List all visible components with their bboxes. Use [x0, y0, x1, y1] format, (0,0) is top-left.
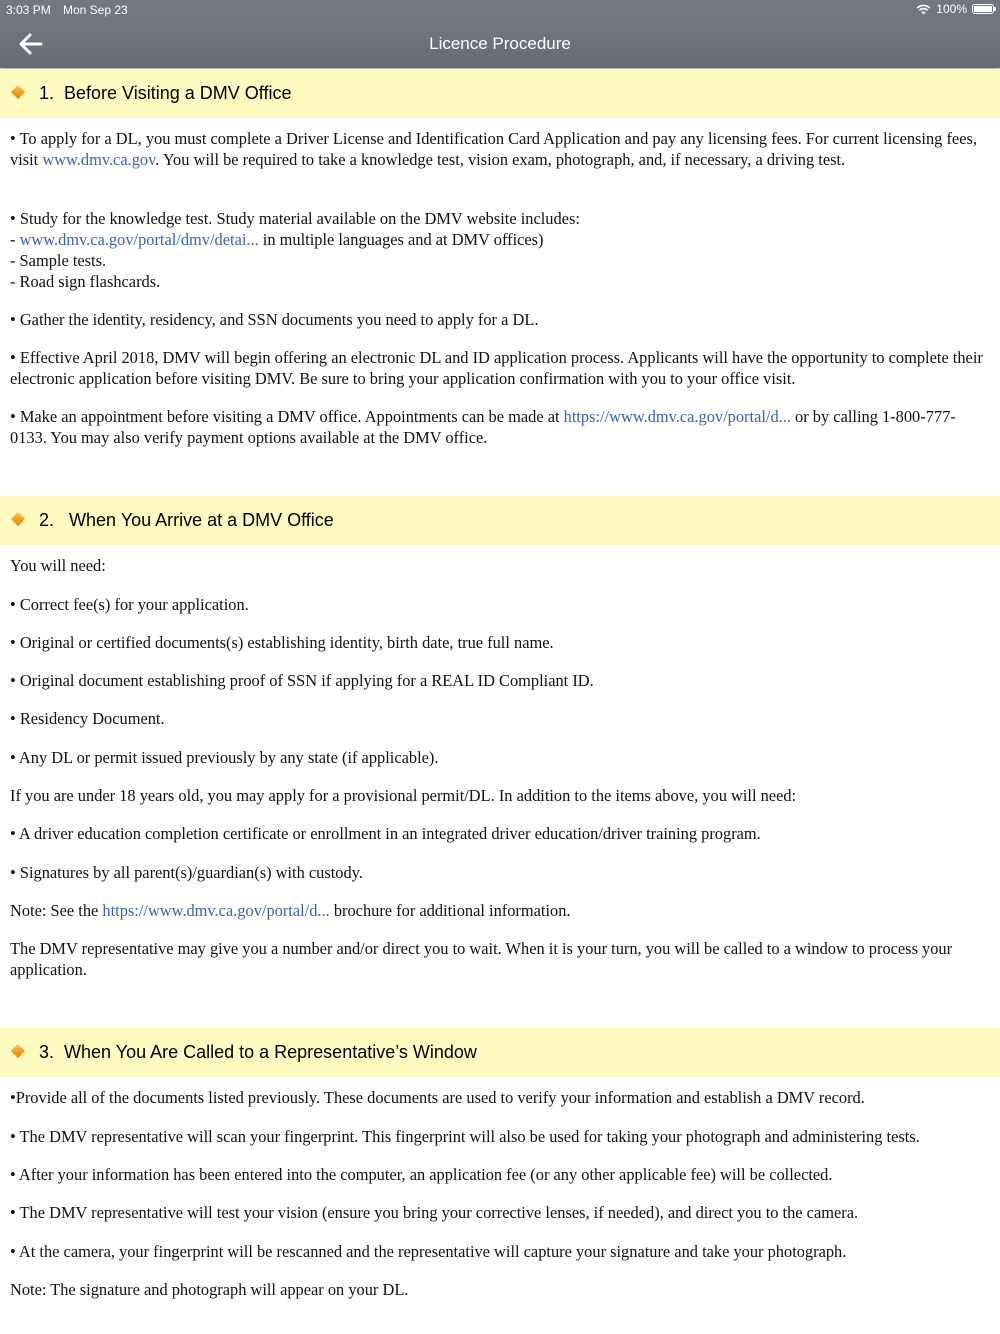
paragraph-driver-education: • A driver education completion certificate or enrollment in an integrated driver education/driver training program. — [10, 824, 761, 843]
study-line-flashcards: - Road sign flashcards. — [10, 272, 161, 291]
navigation-bar — [0, 20, 1000, 68]
diamond-bullet-icon — [11, 1044, 25, 1058]
battery-percent: 100% — [936, 2, 967, 16]
paragraph-residency: • Residency Document. — [10, 709, 165, 728]
text: - — [10, 230, 20, 249]
link-dmv-ca-gov[interactable]: www.dmv.ca.gov — [42, 150, 156, 169]
paragraph-camera: • At the camera, your fingerprint will be rescanned and the representative will capture your signature and take your photograph. — [10, 1242, 847, 1261]
text: Note: See the — [10, 901, 103, 920]
text: brochure for additional information. — [329, 901, 571, 920]
paragraph-vision-test: • The DMV representative will test your vision (ensure you bring your corrective lenses, if needed), and direct you to the camera. — [10, 1203, 859, 1222]
paragraph-signatures: • Signatures by all parent(s)/guardian(s) with custody. — [10, 863, 363, 882]
study-line-intro: • Study for the knowledge test. Study material available on the DMV website includes: — [10, 209, 580, 228]
link-dmv-brochure[interactable]: https://www.dmv.ca.gov/portal/d... — [102, 901, 330, 920]
paragraph-fingerprint-scan: • The DMV representative will scan your fingerprint. This fingerprint will also be used for taking your photograph and administering tests. — [10, 1127, 920, 1146]
paragraph-correct-fees: • Correct fee(s) for your application. — [10, 595, 249, 614]
status-date: Mon Sep 23 — [63, 3, 128, 17]
paragraph-application-fee: • After your information has been entered into the computer, an application fee (or any other applicable fee) will be collected. — [10, 1165, 833, 1184]
paragraph-apply-dl — [10, 128, 992, 170]
section-title: 2. When You Arrive at a DMV Office — [39, 510, 334, 530]
paragraph-study-material — [10, 208, 992, 292]
text: • To apply for a DL, you must complete a Driver License and Identification Card Application and pay any licensing fees. For current licensing fees, visit — [10, 129, 977, 169]
status-indicators — [916, 2, 994, 16]
status-bar — [0, 0, 1000, 20]
paragraph-appointment — [10, 406, 992, 448]
paragraph-under-18: If you are under 18 years old, you may apply for a provisional permit/DL. In addition to the items above, you will need: — [10, 786, 797, 805]
paragraph-electronic-application: • Effective April 2018, DMV will begin offering an electronic DL and ID application process. Applicants will have the opportunity to complete their electronic application before visiting DMV. Be sure to bring your application confirmation with you to your office visit. — [10, 348, 983, 388]
paragraph-ssn-proof: • Original document establishing proof of SSN if applying for a REAL ID Compliant ID. — [10, 671, 594, 690]
paragraph-note-brochure — [10, 900, 992, 921]
diamond-bullet-icon — [11, 85, 25, 99]
text: in multiple languages and at DMV offices) — [258, 230, 544, 249]
study-line-handbook — [10, 229, 992, 250]
section-header-representative-window[interactable] — [0, 1028, 1000, 1077]
section-title: 1. Before Visiting a DMV Office — [39, 83, 292, 103]
text: . You will be required to take a knowledge test, vision exam, photograph, and, if necessary, a driving test. — [155, 150, 846, 169]
page-title: Licence Procedure — [429, 34, 571, 53]
status-time: 3:03 PM — [6, 3, 51, 17]
paragraph-previous-dl: • Any DL or permit issued previously by any state (if applicable). — [10, 748, 439, 767]
battery-icon — [972, 4, 994, 14]
link-dmv-portal[interactable]: https://www.dmv.ca.gov/portal/d... — [563, 407, 791, 426]
study-line-sample-tests: - Sample tests. — [10, 251, 107, 270]
link-dmv-handbook[interactable]: www.dmv.ca.gov/portal/dmv/detai... — [19, 230, 259, 249]
text: or by calling 1-800-777-0133. You may also verify payment options available at the DMV office. — [10, 407, 956, 447]
text: • Make an appointment before visiting a DMV office. Appointments can be made at — [10, 407, 564, 426]
paragraph-gather-documents: • Gather the identity, residency, and SSN documents you need to apply for a DL. — [10, 310, 539, 329]
section-header-before-visiting[interactable] — [0, 69, 1000, 118]
section-title: 3. When You Are Called to a Representative’s Window — [39, 1042, 477, 1062]
wifi-icon — [916, 4, 931, 15]
paragraph-identity-documents: • Original or certified documents(s) establishing identity, birth date, true full name. — [10, 633, 554, 652]
diamond-bullet-icon — [11, 512, 25, 526]
paragraph-note-signature: Note: The signature and photograph will appear on your DL. — [10, 1280, 409, 1299]
section-header-when-you-arrive[interactable] — [0, 496, 1000, 545]
paragraph-you-will-need: You will need: — [10, 556, 106, 575]
paragraph-wait-turn: The DMV representative may give you a number and/or direct you to wait. When it is your turn, you will be called to a window to process your application. — [10, 939, 953, 979]
paragraph-provide-documents: •Provide all of the documents listed previously. These documents are used to verify your information and establish a DMV record. — [10, 1088, 865, 1107]
